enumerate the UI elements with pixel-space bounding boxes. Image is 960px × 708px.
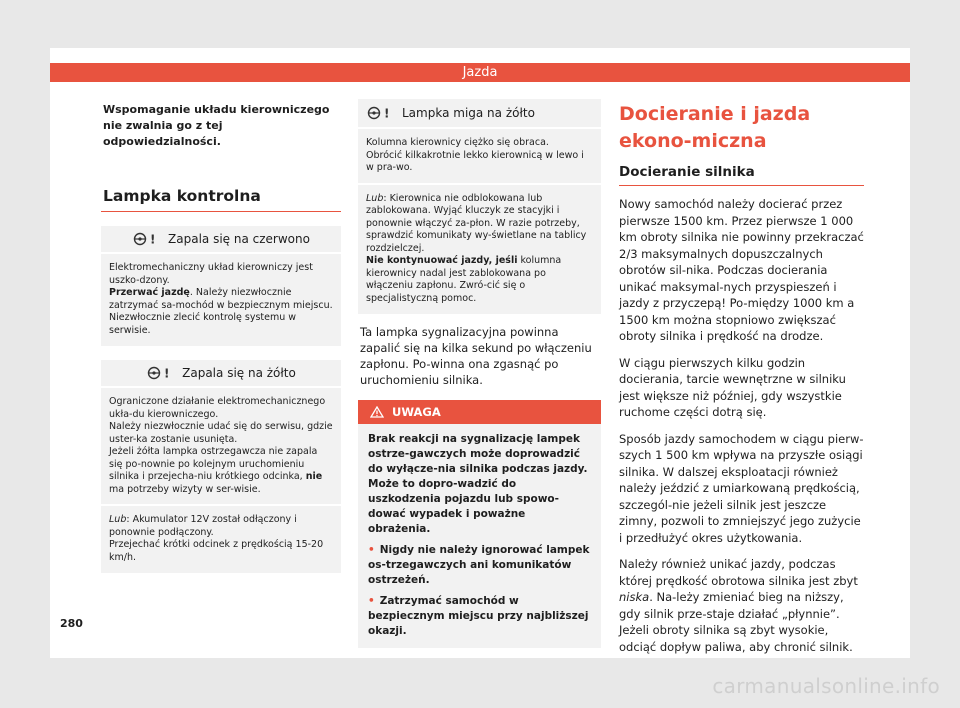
svg-text:!: ! bbox=[384, 106, 390, 120]
column-right bbox=[619, 99, 864, 655]
lamp-yellow-box: ! Zapala się na żółto Ograniczone działanie elektromechanicznego ukła-du kierowniczego. Należy niezwłocznie udać się do serwisu, gdzie uster-ka zostanie usunięta. Jeżeli żółta lampka ostrzegawcza nie zapala się po-nownie po kolejnym uruchomieniu silnika i przejecha-niu krótkiego odcinka, nie ma potrzeby wizyty w ser-wisie. Lub: Akumulator 12V został odłączony i ponownie podłączony. Przejechać krótki odcinek z prędkością 15-20 km/h. bbox=[101, 360, 341, 573]
warning-triangle-icon bbox=[370, 406, 384, 418]
paragraph: W ciągu pierwszych kilku godzin docierania, tarcie wewnętrzne w silniku jest większe niż później, gdy wszystkie ruchome części dotrą się. bbox=[619, 355, 846, 419]
steering-warning-icon bbox=[366, 106, 392, 120]
bullet-icon: • bbox=[368, 544, 375, 556]
column-middle bbox=[358, 99, 601, 648]
warning-box: UWAGA Brak reakcji na sygnalizację lampek ostrze-gawczych może doprowadzić do wyłącze-nia silnika podczas jazdy. Może to dopro-wadzić do uszkodzenia pojazdu lub spowo-dować wypadek i poważne obrażenia. • Nigdy nie należy ignorować lampek os-trzegawczych ani komunikatów ostrzeżeń. • Zatrzymać samochód w bezpiecznym miejscu przy najbliższej okazji. bbox=[358, 400, 601, 648]
steering-warning-icon bbox=[132, 232, 158, 246]
lamp-red-box: ! Zapala się na czerwono Elektromechaniczny układ kierowniczy jest uszko-dzony. Przerwać jazdę. Należy niezwłocznie zatrzymać sa-mochód w bezpiecznym miejscu. Niezwłocznie zlecić kontrolę systemu w serwisie. bbox=[101, 226, 341, 346]
warning-label: UWAGA bbox=[392, 405, 441, 419]
section-title: Lampka kontrolna bbox=[101, 183, 341, 212]
svg-text:!: ! bbox=[150, 232, 156, 246]
section-subtitle: Docieranie silnika bbox=[619, 155, 864, 186]
svg-text:!: ! bbox=[164, 366, 170, 380]
page-number: 280 bbox=[60, 617, 83, 630]
paragraph: Sposób jazdy samochodem w ciągu pierw-szych 1 500 km wpływa na przyszłe osiągi silnika. W dalszej eksploatacji również należy jeździć z umiarkowaną prędkością, szczegól-nie jeżeli silnik jest jeszcze zimny, pozwoli to zmniejszyć jego zużycie i przedłużyć okres użytkowania. bbox=[619, 431, 864, 545]
bullet-icon: • bbox=[368, 595, 375, 607]
lamp-blink-title: Lampka miga na żółto bbox=[402, 106, 535, 120]
paragraph: Nowy samochód należy docierać przez pierwsze 1500 km. Przez pierwsze 1 000 km obroty silnika nie powinny przekraczać 2/3 maksymalnych dopuszczalnych obrotów sil-nika. Podczas docierania unikać maksymal-nych przyspieszeń i jazdy z przyczepą! Po-między 1000 km a 1500 km można stopniowo zwiększać obroty silnika i prędkość na drodze. bbox=[619, 197, 864, 343]
lamp-blink-box: ! Lampka miga na żółto Kolumna kierownicy ciężko się obraca. Obrócić kilkakrotnie lekko kierownicą w lewo i w pra-wo. Lub: Kierownica nie odblokowana lub zablokowana. Wyjąć kluczyk ze stacyjki i ponownie włączyć za-płon. W razie potrzeby, sprawdzić komunikaty wy-świetlane na tablicy rozdzielczej. Nie kontynuować jazdy, jeśli kolumna kierownicy nadal jest zablokowana po włączeniu zapłonu. Zwró-cić się o specjalistyczną pomoc. bbox=[358, 99, 601, 314]
chapter-title: Docieranie i jazda ekono-miczna bbox=[619, 103, 811, 152]
lamp-info-paragraph: Ta lampka sygnalizacyjna powinna zapalić się na kilka sekund po włączeniu zapłonu. Po-winna ona zgasnąć po uruchomieniu silnika. bbox=[360, 325, 592, 387]
column-left bbox=[101, 99, 341, 573]
lamp-red-title: Zapala się na czerwono bbox=[168, 232, 310, 246]
steering-warning-icon bbox=[146, 366, 172, 380]
intro-note: Wspomaganie układu kierowniczego nie zwalnia go z tej odpowiedzialności. bbox=[103, 103, 330, 148]
chapter-header: Jazda bbox=[50, 63, 910, 82]
paragraph: Należy również unikać jazdy, podczas której prędkość obrotowa silnika jest zbyt niska. Na-leży zmieniać bieg na niższy, gdy silnik prze-staje działać „płynnie”. Jeżeli obroty silnika są zbyt wysokie, odciąć dopływ paliwa, aby chronić silnik. bbox=[619, 557, 858, 654]
lamp-yellow-title: Zapala się na żółto bbox=[182, 366, 296, 380]
watermark: carmanualsonline.info bbox=[712, 674, 940, 698]
